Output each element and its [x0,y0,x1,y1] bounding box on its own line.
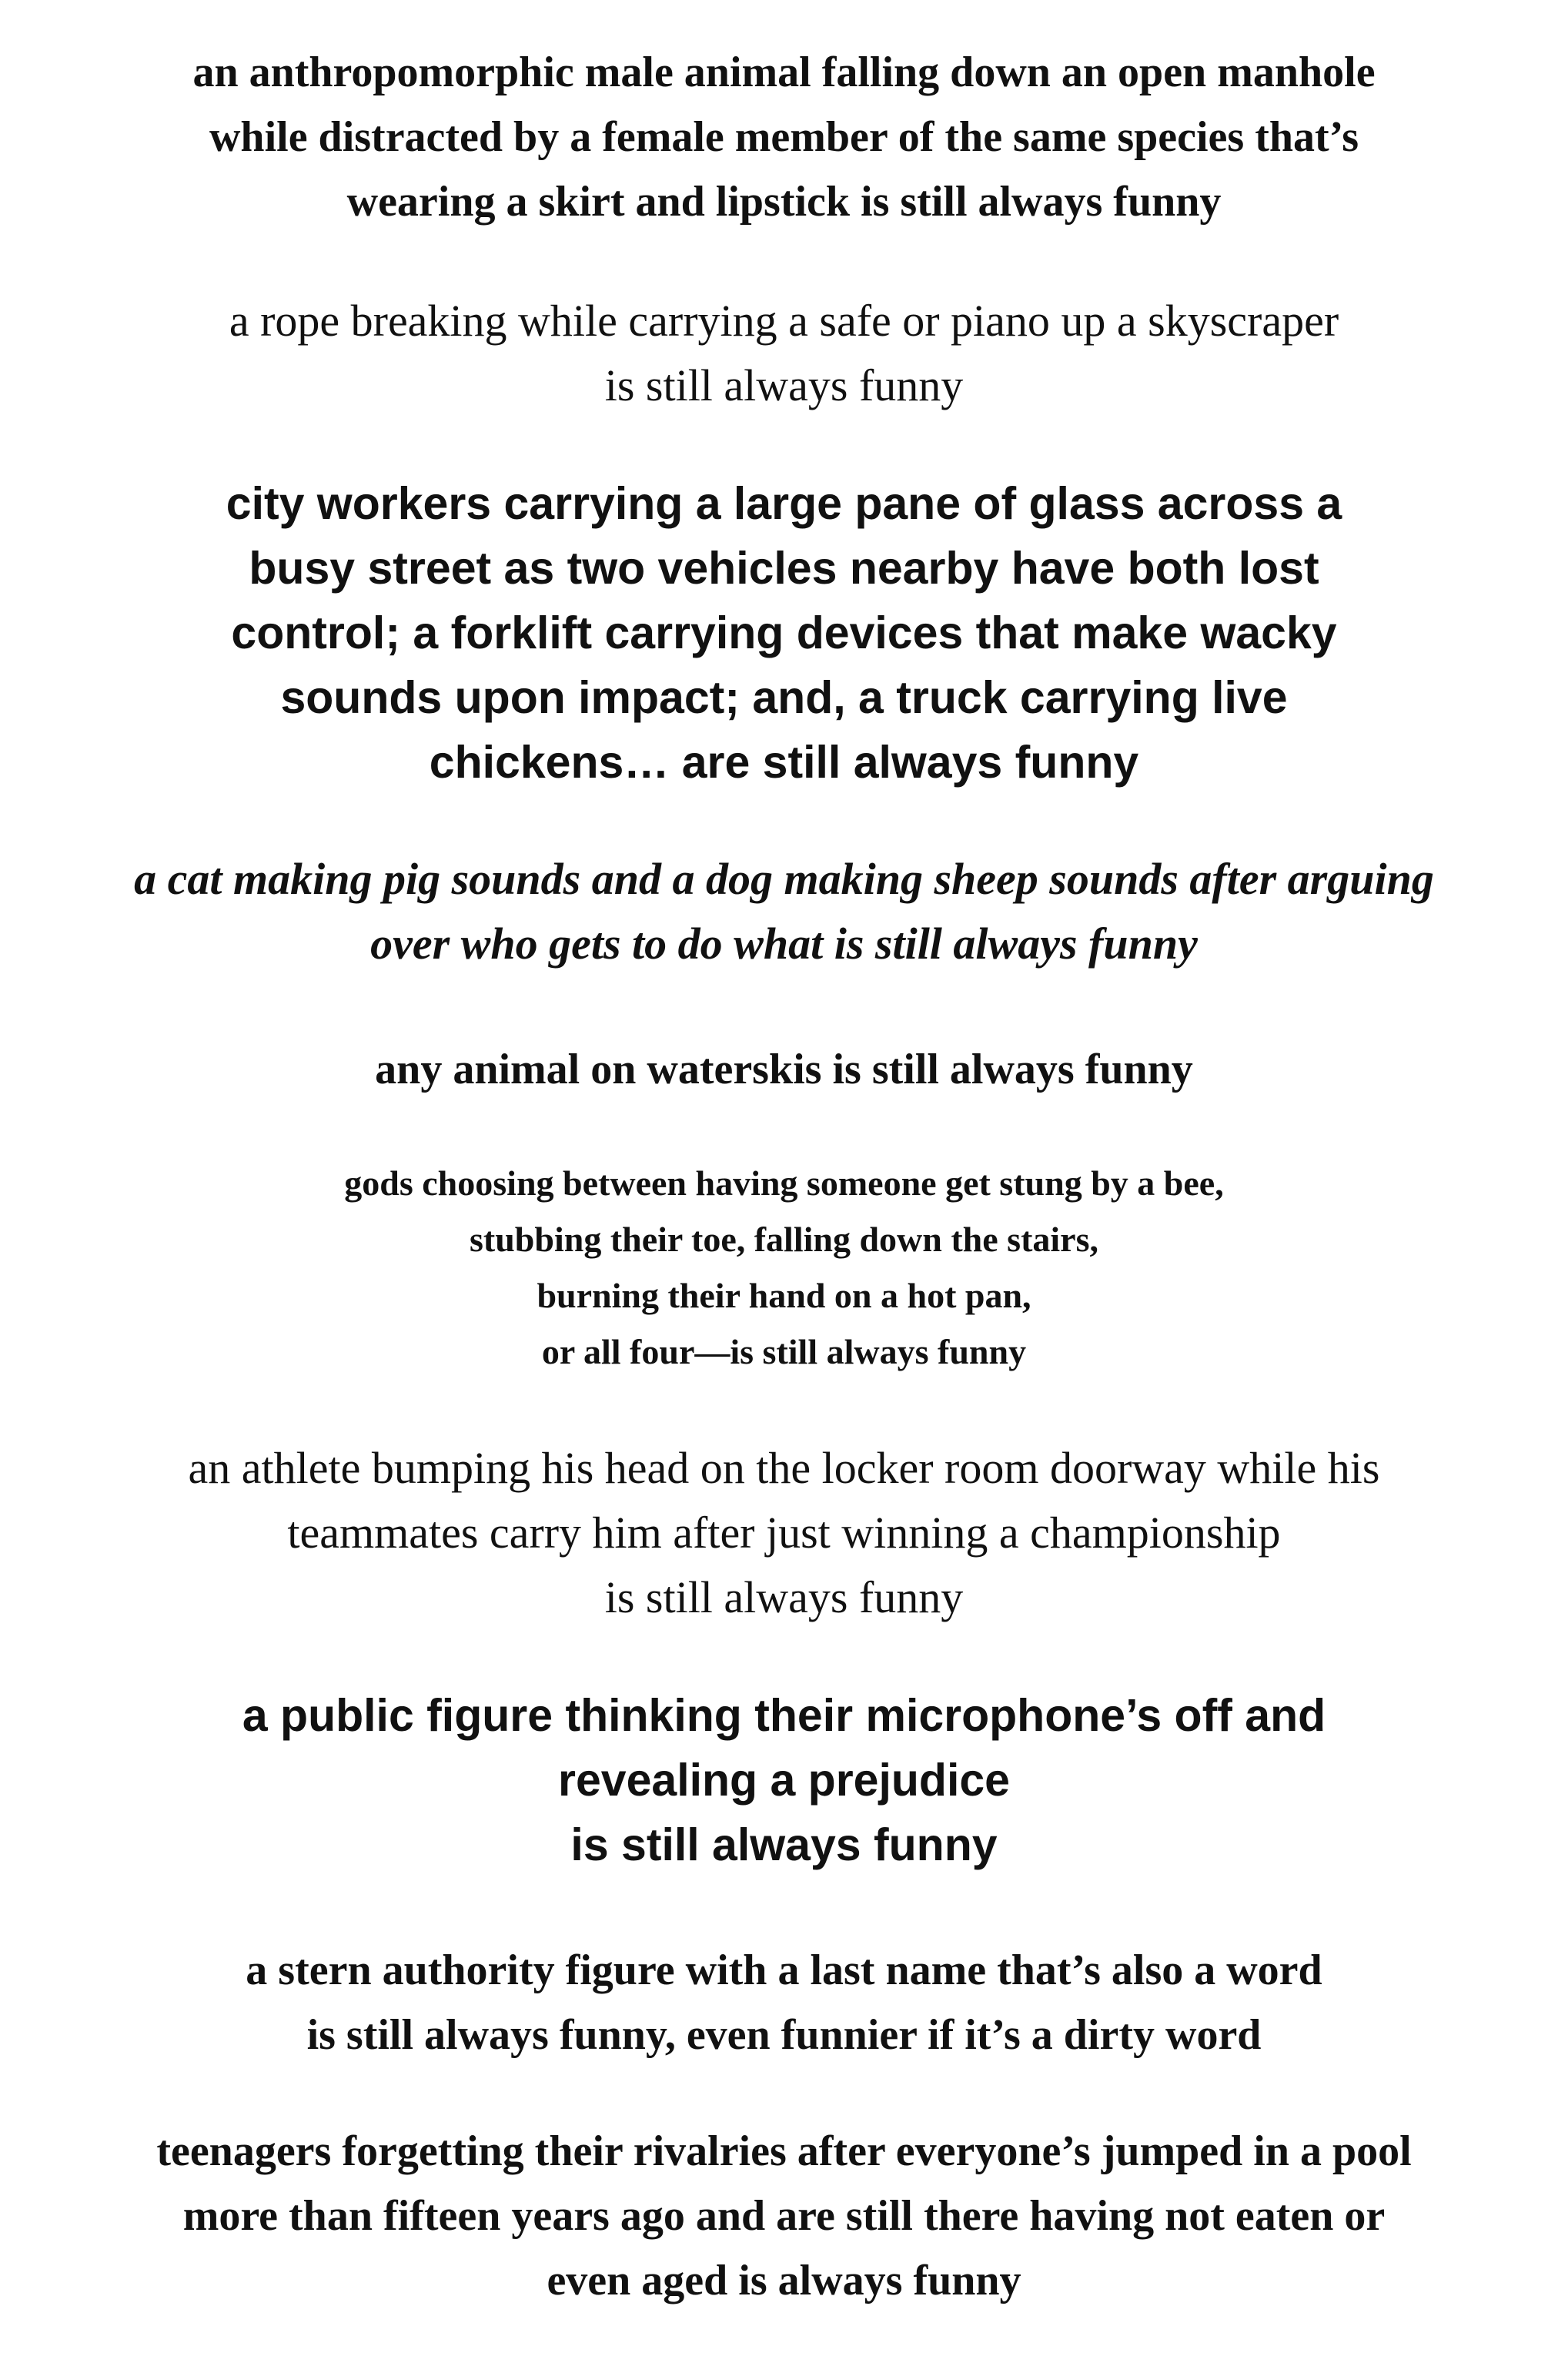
stanza-line: burning their hand on a hot pan, [537,1276,1031,1315]
stanza-line: over who gets to do what is still always funny [370,919,1198,969]
stanza-rope-breaking [0,289,1568,418]
stanza-waterskis [0,1037,1568,1102]
stanza-line: is still always funny, even funnier if it’s a dirty word [306,2011,1262,2059]
stanza-line: an athlete bumping his head on the locker room doorway while his [188,1443,1380,1493]
stanza-line: city workers carrying a large pane of glass across a [226,478,1342,529]
stanza-line: is still always funny [604,1572,964,1622]
stanza-line: is still always funny [604,360,964,410]
stanza-line: any animal on waterskis is still always funny [375,1046,1193,1093]
stanza-line: or all four—is still always funny [541,1332,1027,1371]
stanza-line: wearing a skirt and lipstick is still always funny [346,178,1222,226]
stanza-line: a cat making pig sounds and a dog making sheep sounds after arguing [134,854,1434,904]
stanza-line: teammates carry him after just winning a championship [287,1508,1281,1558]
stanza-line: an anthropomorphic male animal falling down an open manhole [192,49,1376,96]
stanza-line: gods choosing between having someone get stung by a bee, [344,1163,1224,1203]
stanza-line: a stern authority figure with a last name that’s also a word [246,1946,1322,1994]
stanza-line: while distracted by a female member of the same species that’s [209,113,1359,161]
stanza-line: teenagers forgetting their rivalries after everyone’s jumped in a pool [156,2127,1412,2175]
stanza-pane-of-glass [0,471,1568,795]
stanza-public-figure [0,1683,1568,1877]
stanza-line: more than fifteen years ago and are still there having not eaten or [182,2192,1386,2240]
stanza-gods-choosing [0,1155,1568,1380]
stanza-line: chickens… are still always funny [429,737,1139,788]
stanza-athlete [0,1436,1568,1630]
stanza-line: busy street as two vehicles nearby have both lost [249,543,1319,594]
stanza-line: a rope breaking while carrying a safe or piano up a skyscraper [229,296,1339,346]
stanza-manhole [0,40,1568,234]
stanza-stern-authority [0,1938,1568,2067]
stanza-line: a public figure thinking their microphone’s off and [242,1690,1326,1741]
stanza-line: revealing a prejudice [558,1755,1010,1806]
stanza-line: is still always funny [570,1819,998,1870]
stanza-line: stubbing their toe, falling down the stairs, [469,1220,1099,1259]
stanza-line: control; a forklift carrying devices that make wacky [231,607,1337,658]
stanza-teenagers-pool [0,2119,1568,2313]
stanza-cat-and-dog [0,847,1568,976]
stanza-line: sounds upon impact; and, a truck carrying live [280,672,1288,723]
stanza-line: even aged is always funny [547,2257,1021,2304]
